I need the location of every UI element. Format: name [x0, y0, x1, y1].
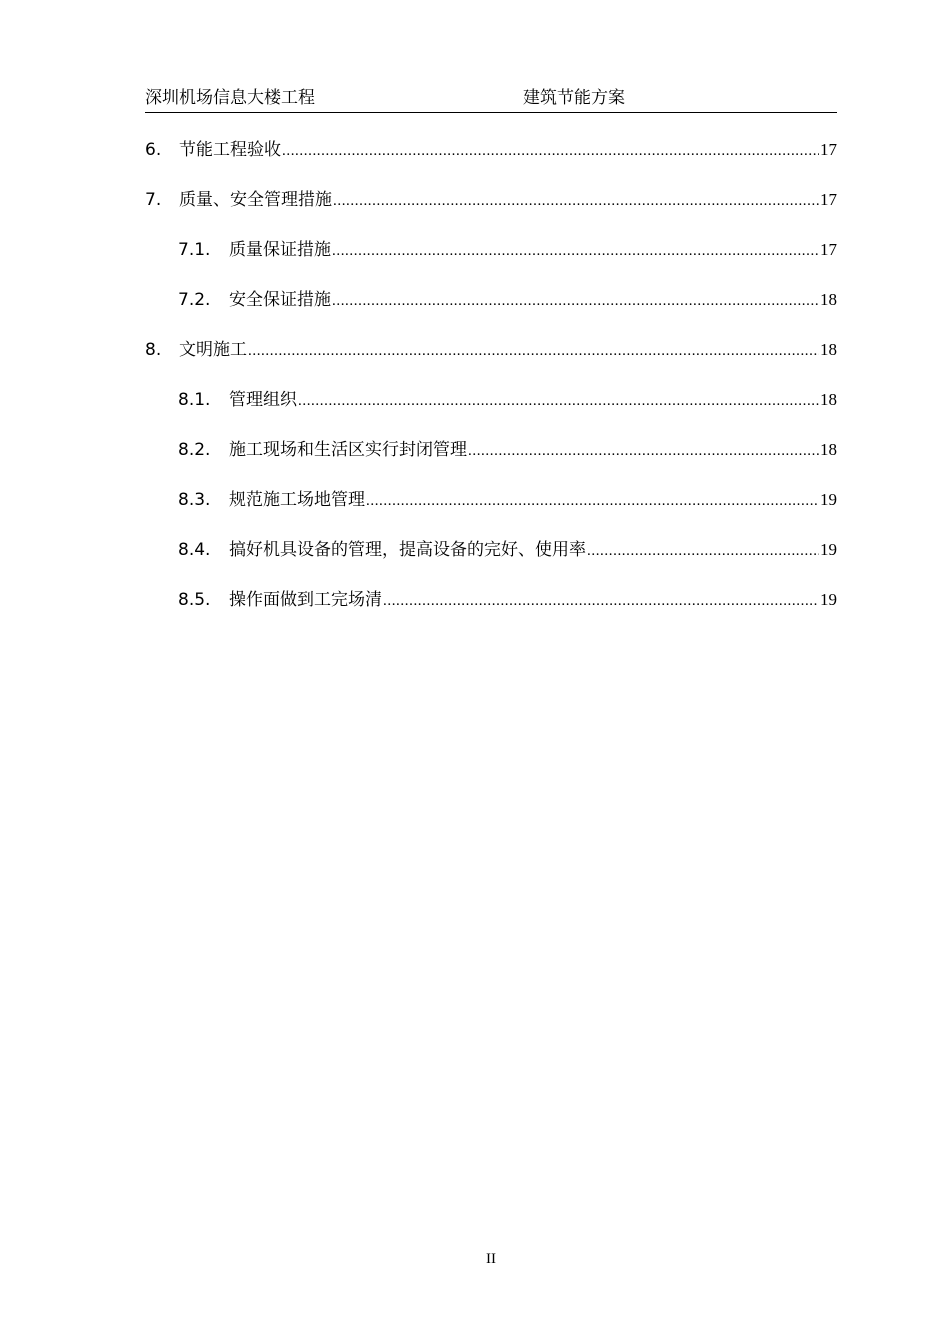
toc-entry-number: 7. — [145, 190, 162, 210]
toc-entry-title: 安全保证措施 — [229, 290, 331, 310]
toc-entry-page: 19 — [820, 490, 837, 509]
toc-entry-number: 6. — [145, 140, 162, 160]
toc-entry-title: 规范施工场地管理 — [229, 490, 365, 510]
page-number: II — [486, 1251, 496, 1267]
toc-entry-title: 节能工程验收 — [179, 140, 281, 160]
toc-entry-number: 8.4. — [178, 540, 211, 560]
toc-entry[interactable] — [145, 238, 837, 288]
toc-entry-title: 管理组织 — [229, 390, 297, 410]
toc-entry[interactable] — [145, 388, 837, 438]
toc-entry-number: 8.5. — [178, 590, 211, 610]
toc-dot-leader — [282, 139, 819, 163]
toc-dot-leader — [332, 289, 819, 313]
toc-dot-leader — [468, 439, 819, 463]
toc-entry[interactable] — [145, 138, 837, 188]
toc-entry-page: 17 — [820, 240, 837, 259]
toc-entry-number: 8.1. — [178, 390, 211, 410]
toc-entry[interactable] — [145, 288, 837, 338]
toc-entry[interactable] — [145, 338, 837, 388]
table-of-contents — [145, 138, 837, 638]
toc-entry-page: 18 — [820, 340, 837, 359]
toc-entry[interactable] — [145, 438, 837, 488]
toc-entry[interactable] — [145, 538, 837, 588]
toc-entry-number: 7.2. — [178, 290, 211, 310]
toc-entry-title: 施工现场和生活区实行封闭管理 — [229, 440, 467, 460]
toc-entry-title: 文明施工 — [179, 340, 247, 360]
toc-dot-leader — [383, 589, 819, 613]
toc-entry-title: 搞好机具设备的管理，提高设备的完好、使用率 — [229, 540, 586, 560]
toc-entry-page: 18 — [820, 440, 837, 459]
toc-entry-page: 19 — [820, 540, 837, 559]
toc-dot-leader — [333, 189, 819, 213]
toc-entry-title: 质量、安全管理措施 — [179, 190, 332, 210]
document-title: 建筑节能方案 — [523, 88, 625, 108]
toc-entry[interactable] — [145, 588, 837, 638]
toc-entry-page: 18 — [820, 390, 837, 409]
toc-entry-page: 17 — [820, 190, 837, 209]
page-header — [145, 86, 837, 113]
toc-entry[interactable] — [145, 488, 837, 538]
toc-entry-number: 7.1. — [178, 240, 211, 260]
toc-entry-number: 8.2. — [178, 440, 211, 460]
toc-entry-number: 8.3. — [178, 490, 211, 510]
toc-entry-page: 19 — [820, 590, 837, 609]
toc-entry-number: 8. — [145, 340, 162, 360]
project-title: 深圳机场信息大楼工程 — [145, 88, 315, 108]
toc-dot-leader — [332, 239, 819, 263]
toc-dot-leader — [248, 339, 819, 363]
toc-entry-page: 17 — [820, 140, 837, 159]
toc-entry-page: 18 — [820, 290, 837, 309]
toc-entry-title: 操作面做到工完场清 — [229, 590, 382, 610]
toc-dot-leader — [298, 389, 819, 413]
toc-dot-leader — [587, 539, 819, 563]
toc-entry-title: 质量保证措施 — [229, 240, 331, 260]
toc-entry[interactable] — [145, 188, 837, 238]
toc-dot-leader — [366, 489, 819, 513]
